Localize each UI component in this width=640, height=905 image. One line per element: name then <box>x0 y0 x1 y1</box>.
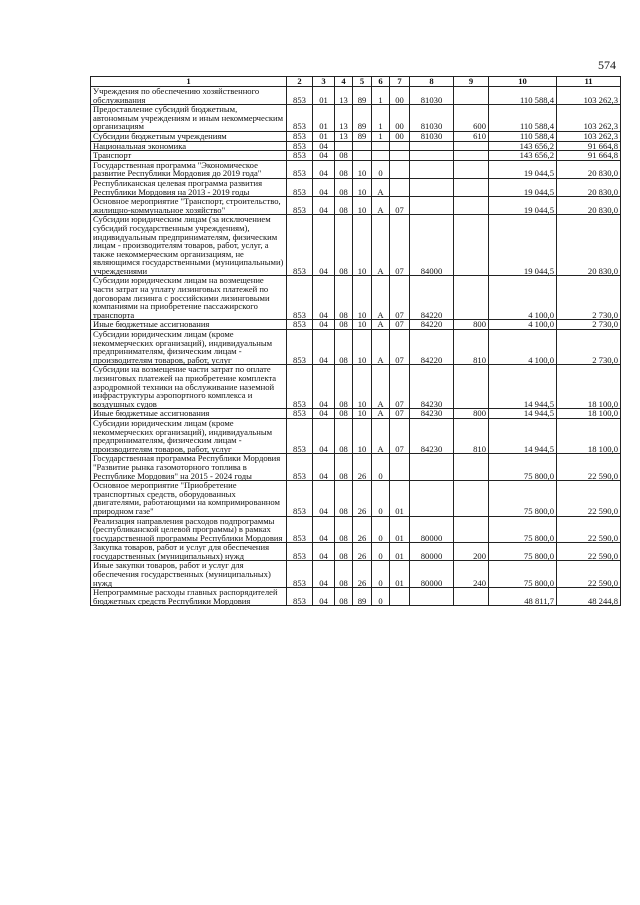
header-cell: 2 <box>287 77 313 87</box>
code-section-cell: 04 <box>313 516 335 543</box>
amount-year2-cell: 22 590,0 <box>557 516 621 543</box>
code-activity-cell <box>390 160 410 178</box>
code-expense-type-cell <box>454 215 489 276</box>
row-name-cell: Республиканская целевая программа развития Республики Мордовия на 2013 - 2019 годы <box>91 178 287 196</box>
code-activity-cell: 01 <box>390 543 410 561</box>
code-activity-cell <box>390 151 410 161</box>
row-name-cell: Субсидии бюджетным учреждениям <box>91 131 287 141</box>
code-activity-cell <box>390 178 410 196</box>
code-subsection-cell: 13 <box>335 131 353 141</box>
code-admin-cell: 853 <box>287 516 313 543</box>
code-expense-type-cell <box>454 276 489 320</box>
code-admin-cell: 853 <box>287 418 313 453</box>
code-admin-cell: 853 <box>287 87 313 105</box>
code-program-cell: 10 <box>353 276 372 320</box>
amount-year2-cell: 103 262,3 <box>557 87 621 105</box>
header-cell: 10 <box>489 77 557 87</box>
code-direction-cell <box>410 197 454 215</box>
code-expense-type-cell <box>454 151 489 161</box>
code-subprogram-cell: А <box>372 197 390 215</box>
header-cell: 11 <box>557 77 621 87</box>
code-program-cell <box>353 151 372 161</box>
code-subsection-cell: 13 <box>335 87 353 105</box>
amount-year1-cell: 110 588,4 <box>489 105 557 132</box>
amount-year2-cell: 20 830,0 <box>557 178 621 196</box>
code-section-cell: 04 <box>313 160 335 178</box>
amount-year2-cell: 48 244,8 <box>557 588 621 606</box>
code-admin-cell: 853 <box>287 543 313 561</box>
amount-year1-cell: 75 800,0 <box>489 516 557 543</box>
code-program-cell: 89 <box>353 131 372 141</box>
code-section-cell: 04 <box>313 454 335 481</box>
code-subprogram-cell: А <box>372 178 390 196</box>
amount-year2-cell: 20 830,0 <box>557 160 621 178</box>
table-row <box>91 418 621 453</box>
code-section-cell: 04 <box>313 141 335 151</box>
code-section-cell: 01 <box>313 105 335 132</box>
code-subsection-cell: 08 <box>335 561 353 588</box>
code-admin-cell: 853 <box>287 481 313 516</box>
amount-year2-cell: 103 262,3 <box>557 131 621 141</box>
code-admin-cell: 853 <box>287 454 313 481</box>
code-subprogram-cell: 1 <box>372 87 390 105</box>
code-subprogram-cell: А <box>372 215 390 276</box>
code-section-cell: 04 <box>313 320 335 330</box>
table-row <box>91 105 621 132</box>
code-subprogram-cell <box>372 151 390 161</box>
code-subprogram-cell: 1 <box>372 131 390 141</box>
code-subsection-cell <box>335 141 353 151</box>
code-program-cell: 10 <box>353 320 372 330</box>
row-name-cell: Субсидии юридическим лицам (кроме некоммерческих организаций), индивидуальным предпринимателям, физическим лицам - производителям товаров, работ, услуг <box>91 330 287 365</box>
code-subsection-cell: 08 <box>335 454 353 481</box>
code-section-cell: 04 <box>313 215 335 276</box>
amount-year2-cell: 91 664,8 <box>557 141 621 151</box>
code-direction-cell: 84230 <box>410 365 454 409</box>
code-program-cell: 89 <box>353 588 372 606</box>
code-admin-cell: 853 <box>287 160 313 178</box>
table-row <box>91 409 621 419</box>
table-row <box>91 141 621 151</box>
amount-year1-cell: 19 044,5 <box>489 197 557 215</box>
code-expense-type-cell: 200 <box>454 543 489 561</box>
code-subprogram-cell: А <box>372 276 390 320</box>
code-expense-type-cell <box>454 365 489 409</box>
amount-year1-cell: 19 044,5 <box>489 160 557 178</box>
code-subsection-cell: 08 <box>335 330 353 365</box>
table-row <box>91 87 621 105</box>
code-activity-cell: 07 <box>390 320 410 330</box>
code-admin-cell: 853 <box>287 276 313 320</box>
amount-year2-cell: 2 730,0 <box>557 330 621 365</box>
code-section-cell: 01 <box>313 87 335 105</box>
amount-year1-cell: 4 100,0 <box>489 330 557 365</box>
code-section-cell: 04 <box>313 418 335 453</box>
table-row <box>91 160 621 178</box>
table-row <box>91 320 621 330</box>
code-program-cell: 10 <box>353 215 372 276</box>
code-section-cell: 04 <box>313 330 335 365</box>
code-section-cell: 04 <box>313 409 335 419</box>
code-admin-cell: 853 <box>287 320 313 330</box>
code-subsection-cell: 08 <box>335 543 353 561</box>
amount-year1-cell: 110 588,4 <box>489 131 557 141</box>
code-subsection-cell: 08 <box>335 320 353 330</box>
code-admin-cell: 853 <box>287 178 313 196</box>
code-expense-type-cell <box>454 481 489 516</box>
code-admin-cell: 853 <box>287 561 313 588</box>
amount-year1-cell: 4 100,0 <box>489 276 557 320</box>
code-expense-type-cell <box>454 588 489 606</box>
row-name-cell: Субсидии юридическим лицам (за исключением субсидий государственным учреждениям), индивидуальным предпринимателям, физическим лицам - производителям товаров, работ, услуг, а также некоммерческим организациям, не являющимся государственными (муниципальными) учреждениями <box>91 215 287 276</box>
amount-year1-cell: 75 800,0 <box>489 543 557 561</box>
amount-year1-cell: 143 656,2 <box>489 151 557 161</box>
code-subsection-cell: 08 <box>335 151 353 161</box>
amount-year1-cell: 14 944,5 <box>489 418 557 453</box>
row-name-cell: Иные закупки товаров, работ и услуг для обеспечения государственных (муниципальных) нужд <box>91 561 287 588</box>
amount-year2-cell: 18 100,0 <box>557 365 621 409</box>
code-section-cell: 04 <box>313 197 335 215</box>
code-subsection-cell: 08 <box>335 197 353 215</box>
code-direction-cell <box>410 454 454 481</box>
amount-year1-cell: 143 656,2 <box>489 141 557 151</box>
table-row <box>91 330 621 365</box>
table-row <box>91 131 621 141</box>
code-program-cell: 26 <box>353 516 372 543</box>
code-admin-cell: 853 <box>287 330 313 365</box>
table-row <box>91 276 621 320</box>
table-row <box>91 215 621 276</box>
row-name-cell: Иные бюджетные ассигнования <box>91 409 287 419</box>
row-name-cell: Основное мероприятие "Приобретение транспортных средств, оборудованных двигателями, работающими на компримированном природном газе" <box>91 481 287 516</box>
amount-year1-cell: 75 800,0 <box>489 481 557 516</box>
amount-year2-cell: 91 664,8 <box>557 151 621 161</box>
code-direction-cell: 84000 <box>410 215 454 276</box>
code-direction-cell: 80000 <box>410 561 454 588</box>
amount-year1-cell: 48 811,7 <box>489 588 557 606</box>
amount-year1-cell: 75 800,0 <box>489 454 557 481</box>
row-name-cell: Реализация направления расходов подпрограммы (республиканской целевой программы) в рамках государственной программы Республики Мордовия <box>91 516 287 543</box>
code-direction-cell <box>410 151 454 161</box>
code-direction-cell: 81030 <box>410 87 454 105</box>
amount-year2-cell: 18 100,0 <box>557 409 621 419</box>
code-program-cell: 10 <box>353 197 372 215</box>
code-subprogram-cell <box>372 141 390 151</box>
code-section-cell: 04 <box>313 276 335 320</box>
code-subprogram-cell: А <box>372 418 390 453</box>
code-subprogram-cell: 0 <box>372 160 390 178</box>
code-subsection-cell: 08 <box>335 409 353 419</box>
code-expense-type-cell <box>454 141 489 151</box>
amount-year2-cell: 20 830,0 <box>557 215 621 276</box>
code-admin-cell: 853 <box>287 588 313 606</box>
code-expense-type-cell: 800 <box>454 409 489 419</box>
code-subprogram-cell: А <box>372 365 390 409</box>
code-section-cell: 04 <box>313 365 335 409</box>
amount-year1-cell: 19 044,5 <box>489 215 557 276</box>
code-subsection-cell: 08 <box>335 178 353 196</box>
amount-year2-cell: 22 590,0 <box>557 454 621 481</box>
code-subprogram-cell: 0 <box>372 588 390 606</box>
code-direction-cell: 80000 <box>410 543 454 561</box>
row-name-cell: Субсидии юридическим лицам на возмещение части затрат на уплату лизинговых платежей по договорам лизинга с российскими лизинговыми компаниями на приобретение пассажирского транспорта <box>91 276 287 320</box>
row-name-cell: Иные бюджетные ассигнования <box>91 320 287 330</box>
code-direction-cell: 81030 <box>410 105 454 132</box>
code-expense-type-cell: 810 <box>454 330 489 365</box>
code-section-cell: 04 <box>313 481 335 516</box>
code-activity-cell: 07 <box>390 276 410 320</box>
amount-year2-cell: 20 830,0 <box>557 197 621 215</box>
code-subsection-cell: 08 <box>335 215 353 276</box>
code-subprogram-cell: 0 <box>372 516 390 543</box>
amount-year1-cell: 14 944,5 <box>489 409 557 419</box>
code-subsection-cell: 08 <box>335 276 353 320</box>
row-name-cell: Государственная программа "Экономическое развитие Республики Мордовия до 2019 года" <box>91 160 287 178</box>
amount-year1-cell: 4 100,0 <box>489 320 557 330</box>
code-admin-cell: 853 <box>287 141 313 151</box>
code-direction-cell: 84220 <box>410 320 454 330</box>
code-expense-type-cell <box>454 516 489 543</box>
amount-year2-cell: 2 730,0 <box>557 320 621 330</box>
code-activity-cell: 01 <box>390 481 410 516</box>
row-name-cell: Субсидии на возмещение части затрат по оплате лизинговых платежей на приобретение комплекта аэродромной техники на обслуживание наземной инфраструктуры аэропортного комплекса и воздушных судов <box>91 365 287 409</box>
code-admin-cell: 853 <box>287 151 313 161</box>
table-header-row <box>91 77 621 87</box>
code-subsection-cell: 13 <box>335 105 353 132</box>
code-direction-cell <box>410 481 454 516</box>
row-name-cell: Транспорт <box>91 151 287 161</box>
header-cell: 7 <box>390 77 410 87</box>
table-row <box>91 516 621 543</box>
code-expense-type-cell: 240 <box>454 561 489 588</box>
code-direction-cell <box>410 160 454 178</box>
code-section-cell: 04 <box>313 561 335 588</box>
amount-year2-cell: 22 590,0 <box>557 543 621 561</box>
amount-year2-cell: 22 590,0 <box>557 561 621 588</box>
code-subprogram-cell: 0 <box>372 543 390 561</box>
table-row <box>91 365 621 409</box>
code-admin-cell: 853 <box>287 215 313 276</box>
code-direction-cell: 84220 <box>410 330 454 365</box>
code-activity-cell: 07 <box>390 409 410 419</box>
code-activity-cell: 00 <box>390 131 410 141</box>
code-activity-cell: 01 <box>390 516 410 543</box>
code-activity-cell: 07 <box>390 365 410 409</box>
code-activity-cell <box>390 454 410 481</box>
header-cell: 9 <box>454 77 489 87</box>
code-subsection-cell: 08 <box>335 160 353 178</box>
code-subprogram-cell: 0 <box>372 454 390 481</box>
amount-year1-cell: 19 044,5 <box>489 178 557 196</box>
page-number: 574 <box>598 58 616 72</box>
row-name-cell: Непрограммные расходы главных распорядителей бюджетных средств Республики Мордовия <box>91 588 287 606</box>
header-cell: 3 <box>313 77 335 87</box>
header-cell: 1 <box>91 77 287 87</box>
code-admin-cell: 853 <box>287 197 313 215</box>
code-program-cell: 10 <box>353 409 372 419</box>
code-expense-type-cell <box>454 454 489 481</box>
amount-year1-cell: 75 800,0 <box>489 561 557 588</box>
code-subprogram-cell: 0 <box>372 481 390 516</box>
code-section-cell: 01 <box>313 131 335 141</box>
amount-year1-cell: 110 588,4 <box>489 87 557 105</box>
code-program-cell: 26 <box>353 454 372 481</box>
code-program-cell: 10 <box>353 418 372 453</box>
code-direction-cell <box>410 141 454 151</box>
code-program-cell: 10 <box>353 160 372 178</box>
amount-year1-cell: 14 944,5 <box>489 365 557 409</box>
code-activity-cell <box>390 141 410 151</box>
code-program-cell: 89 <box>353 87 372 105</box>
table-row <box>91 543 621 561</box>
code-section-cell: 04 <box>313 588 335 606</box>
code-subprogram-cell: 0 <box>372 561 390 588</box>
code-subprogram-cell: 1 <box>372 105 390 132</box>
code-program-cell: 89 <box>353 105 372 132</box>
code-expense-type-cell: 800 <box>454 320 489 330</box>
code-expense-type-cell: 600 <box>454 105 489 132</box>
table-row <box>91 561 621 588</box>
code-direction-cell: 84220 <box>410 276 454 320</box>
code-activity-cell: 07 <box>390 197 410 215</box>
row-name-cell: Государственная программа Республики Мордовия "Развитие рынка газомоторного топлива в Республике Мордовия" на 2015 - 2024 годы <box>91 454 287 481</box>
code-expense-type-cell: 810 <box>454 418 489 453</box>
code-direction-cell <box>410 588 454 606</box>
code-program-cell: 26 <box>353 543 372 561</box>
code-subsection-cell: 08 <box>335 588 353 606</box>
code-admin-cell: 853 <box>287 365 313 409</box>
header-cell: 4 <box>335 77 353 87</box>
table-row <box>91 197 621 215</box>
code-section-cell: 04 <box>313 178 335 196</box>
code-program-cell: 26 <box>353 561 372 588</box>
amount-year2-cell: 22 590,0 <box>557 481 621 516</box>
code-admin-cell: 853 <box>287 105 313 132</box>
code-subsection-cell: 08 <box>335 418 353 453</box>
amount-year2-cell: 2 730,0 <box>557 276 621 320</box>
code-expense-type-cell <box>454 178 489 196</box>
code-subsection-cell: 08 <box>335 365 353 409</box>
code-program-cell <box>353 141 372 151</box>
amount-year2-cell: 18 100,0 <box>557 418 621 453</box>
code-admin-cell: 853 <box>287 131 313 141</box>
header-cell: 5 <box>353 77 372 87</box>
code-program-cell: 26 <box>353 481 372 516</box>
code-program-cell: 10 <box>353 365 372 409</box>
row-name-cell: Закупка товаров, работ и услуг для обеспечения государственных (муниципальных) нужд <box>91 543 287 561</box>
code-expense-type-cell <box>454 160 489 178</box>
code-activity-cell: 07 <box>390 418 410 453</box>
code-direction-cell: 84230 <box>410 418 454 453</box>
row-name-cell: Национальная экономика <box>91 141 287 151</box>
code-program-cell: 10 <box>353 178 372 196</box>
code-expense-type-cell <box>454 197 489 215</box>
code-expense-type-cell: 610 <box>454 131 489 141</box>
table-row <box>91 178 621 196</box>
code-direction-cell: 80000 <box>410 516 454 543</box>
code-subprogram-cell: А <box>372 330 390 365</box>
table-row <box>91 588 621 606</box>
code-expense-type-cell <box>454 87 489 105</box>
code-activity-cell: 00 <box>390 105 410 132</box>
code-activity-cell: 07 <box>390 330 410 365</box>
table-row <box>91 454 621 481</box>
code-activity-cell <box>390 588 410 606</box>
code-direction-cell: 84230 <box>410 409 454 419</box>
code-activity-cell: 01 <box>390 561 410 588</box>
code-subprogram-cell: А <box>372 320 390 330</box>
table-row <box>91 481 621 516</box>
row-name-cell: Учреждения по обеспечению хозяйственного обслуживания <box>91 87 287 105</box>
table-row <box>91 151 621 161</box>
code-activity-cell: 07 <box>390 215 410 276</box>
code-subsection-cell: 08 <box>335 481 353 516</box>
row-name-cell: Основное мероприятие "Транспорт, строительство, жилищно-коммунальное хозяйство" <box>91 197 287 215</box>
row-name-cell: Субсидии юридическим лицам (кроме некоммерческих организаций), индивидуальным предпринимателям, физическим лицам - производителям товаров, работ, услуг <box>91 418 287 453</box>
code-admin-cell: 853 <box>287 409 313 419</box>
header-cell: 6 <box>372 77 390 87</box>
code-section-cell: 04 <box>313 151 335 161</box>
code-direction-cell <box>410 178 454 196</box>
code-activity-cell: 00 <box>390 87 410 105</box>
code-subsection-cell: 08 <box>335 516 353 543</box>
code-program-cell: 10 <box>353 330 372 365</box>
amount-year2-cell: 103 262,3 <box>557 105 621 132</box>
code-subprogram-cell: А <box>372 409 390 419</box>
code-direction-cell: 81030 <box>410 131 454 141</box>
header-cell: 8 <box>410 77 454 87</box>
row-name-cell: Предоставление субсидий бюджетным, автономным учреждениям и иным некоммерческим организациям <box>91 105 287 132</box>
code-section-cell: 04 <box>313 543 335 561</box>
budget-table <box>90 76 621 606</box>
